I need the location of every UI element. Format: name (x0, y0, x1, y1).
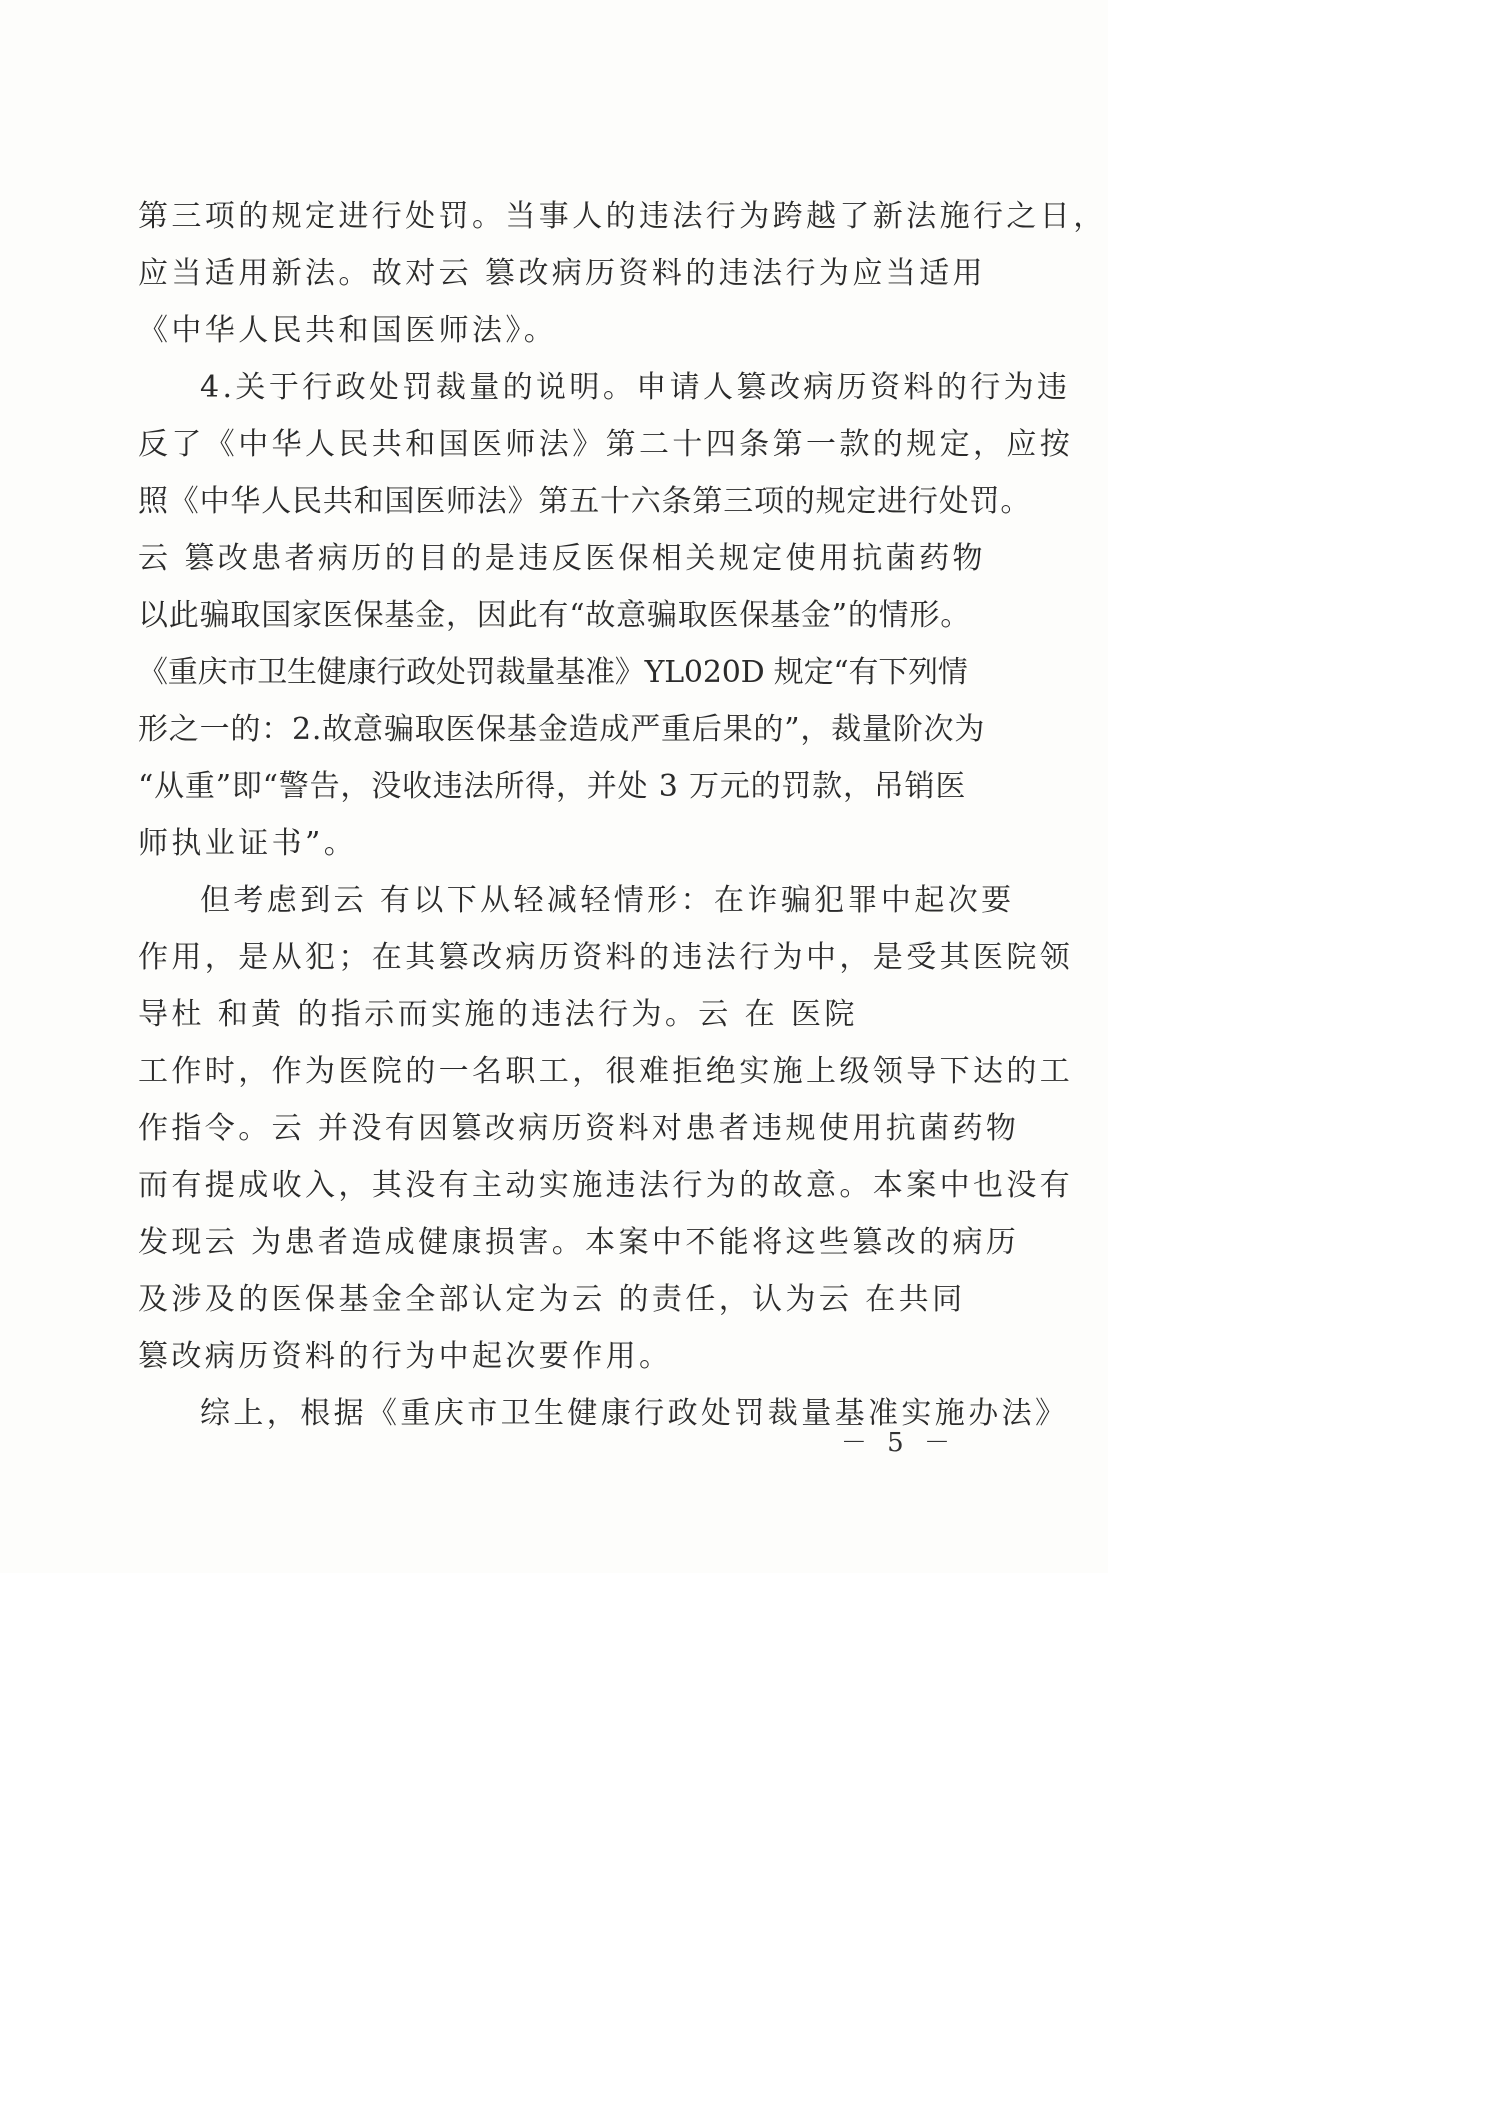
text-line: 师执业证书”。 (138, 826, 358, 861)
text-line: 应当适用新法。故对云 篡改病历资料的违法行为应当适用 (138, 256, 986, 291)
text-line: 作指令。云 并没有因篡改病历资料对患者违规使用抗菌药物 (138, 1111, 1020, 1146)
text-line: 照《中华人民共和国医师法》第五十六条第三项的规定进行处罚。 (138, 484, 1032, 519)
text-line: 云 篡改患者病历的目的是违反医保相关规定使用抗菌药物 (138, 541, 986, 576)
text-line: “从重”即“警告，没收违法所得，并处 3 万元的罚款，吊销医 (138, 769, 967, 804)
page-number: － 5 － (840, 1428, 956, 1458)
document-body (138, 188, 1107, 1442)
text-line: 而有提成收入，其没有主动实施违法行为的故意。本案中也没有 (138, 1168, 1074, 1203)
text-line: 以此骗取国家医保基金，因此有“故意骗取医保基金”的情形。 (138, 598, 972, 633)
text-line: 及涉及的医保基金全部认定为云 的责任，认为云 在共同 (138, 1282, 966, 1317)
text-line: 作用，是从犯；在其篡改病历资料的违法行为中，是受其医院领 (138, 940, 1074, 975)
text-line: 《中华人民共和国医师法》。 (138, 313, 558, 348)
text-line: 综上，根据《重庆市卫生健康行政处罚裁量基准实施办法》 (200, 1396, 1069, 1431)
text-line: 工作时，作为医院的一名职工，很难拒绝实施上级领导下达的工 (138, 1054, 1074, 1089)
text-line: 发现云 为患者造成健康损害。本案中不能将这些篡改的病历 (138, 1225, 1020, 1260)
text-line: 篡改病历资料的行为中起次要作用。 (138, 1339, 673, 1374)
text-line: 第三项的规定进行处罚。当事人的违法行为跨越了新法施行之日， (138, 199, 1107, 234)
text-line: 《重庆市卫生健康行政处罚裁量基准》YL020D 规定“有下列情 (138, 655, 968, 690)
text-line: 4.关于行政处罚裁量的说明。申请人篡改病历资料的行为违 (200, 370, 1071, 405)
text-line: 形之一的：2.故意骗取医保基金造成严重后果的”，裁量阶次为 (138, 712, 986, 747)
text-line: 导杜 和黄 的指示而实施的违法行为。云 在 医院 (138, 997, 858, 1032)
text-line: 但考虑到云 有以下从轻减轻情形：在诈骗犯罪中起次要 (200, 883, 1015, 918)
text-line: 反了《中华人民共和国医师法》第二十四条第一款的规定，应按 (138, 427, 1074, 462)
